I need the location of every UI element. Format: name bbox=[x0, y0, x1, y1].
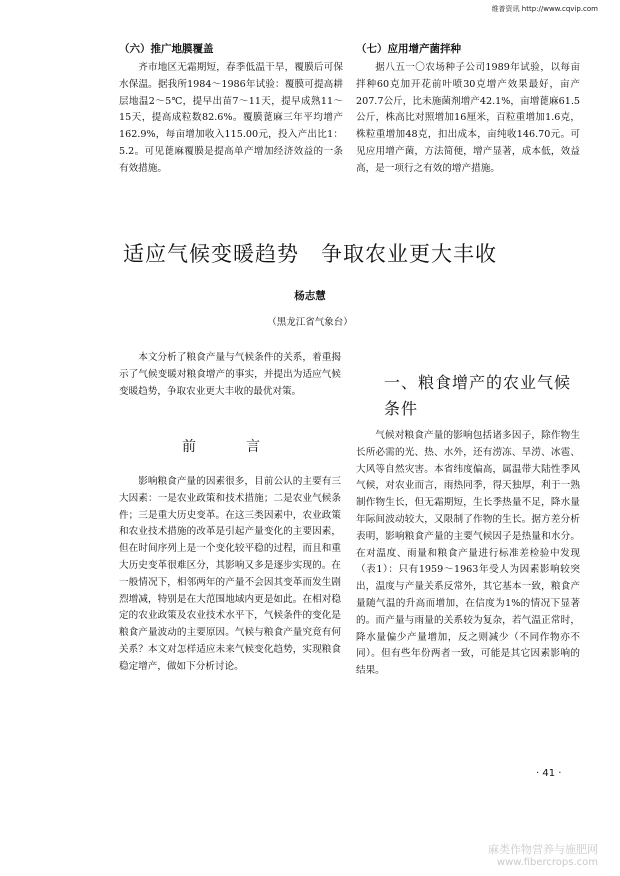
page-number: · 41 · bbox=[536, 768, 562, 779]
watermark-line2: www.fibercrops.com bbox=[496, 857, 598, 868]
top-left-paragraph: 齐市地区无霜期短，春季低温干旱，覆膜后可保水保温。据我所1984～1986年试验：覆膜可提高耕层地温2～5℃，提早出苗7～11天，提早成熟11～15天，提高成粒数82.6%。覆膜蓖麻三年平均增产162.9%，每亩增加收入115.00元，投入产出比1：5.2。可见蓖麻覆膜是提高单产增加经济效益的一条有效措施。 bbox=[119, 62, 343, 174]
preface-body bbox=[119, 474, 341, 676]
top-right-paragraph: 据八五一〇农场种子公司1989年试验，以每亩拌种60克加开花前叶喷30克增产效果最好，亩产207.7公斤，比未施菌剂增产42.1%，亩增蓖麻61.5公斤，株高比对照增加16厘米，百粒重增加1.6克，株粒重增加48克，扣出成本，亩纯收146.70元。可见应用增产菌，方法简便，增产显著，成本低，效益高，是一项行之有效的增产措施。 bbox=[356, 62, 580, 174]
header-site: 维普资讯 http://www.cqvip.com bbox=[491, 5, 598, 13]
abstract-text: 本文分析了粮食产量与气候条件的关系，着重揭示了气候变暖对粮食增产的事实，并提出为适应气候变暖趋势，争取农业更大丰收的最优对策。 bbox=[119, 352, 341, 397]
article-author: 杨志慧 bbox=[294, 290, 326, 302]
top-right-heading: （七）应用增产菌拌种 bbox=[356, 43, 461, 55]
watermark-line1: 麻类作物营养与施肥网 bbox=[488, 843, 598, 856]
preface-heading: 前 言 bbox=[182, 439, 278, 455]
top-left-body bbox=[119, 60, 343, 178]
section1-paragraph: 气候对粮食产量的影响包括诸多因子，除作物生长所必需的光、热、水外，还有涝冻、旱涝、冰雹、大风等自然灾害。本省纬度偏高，属温带大陆性季风气候，对农业而言，雨热同季，得天独厚，利于一熟制作物生长，但无霜期短，生长季热量不足，降水量年际间波动较大，又限制了作物的生长。据方差分析表明，影响粮食产量的主要气候因子是热量和水分。在对温度、雨量和粮食产量进行标准差检验中发现（表1）：只有1959～1963年受人为因素影响较突出，温度与产量关系反常外，其它基本一致，粮食产量随气温的升高而增加，在信度为1%的情况下显著的。而产量与雨量的关系较为复杂，若气温正常时，降水量偏少产量增加，反之则减少（不同作物亦不同）。但有些年份两者一致，可能是其它因素影响的结果。 bbox=[356, 430, 580, 677]
top-right-body bbox=[356, 60, 580, 178]
section1-heading: 一、粮食增产的农业气候条件 bbox=[384, 373, 572, 418]
article-title: 适应气候变暖趋势 争取农业更大丰收 bbox=[123, 242, 497, 266]
watermark bbox=[488, 841, 598, 868]
article-affiliation: （黑龙江省气象台） bbox=[267, 317, 353, 328]
top-left-heading: （六）推广地膜覆盖 bbox=[119, 43, 214, 55]
section1-body bbox=[356, 428, 580, 680]
abstract bbox=[119, 350, 341, 400]
preface-paragraph: 影响粮食产量的因素很多，目前公认的主要有三大因素：一是农业政策和技术措施；二是农业气候条件；三是重大历史变革。在这三类因素中，农业政策和农业技术措施的改革是引起产量变化的主要因素，但在时间序列上是一个变化较平稳的过程，而且和重大历史变革很难区分，其影响又多是逐步实现的。在一般情况下，相邻两年的产量不会因其变革而发生剧烈增减，特别是在大范围地域内更是如此。在相对稳定的农业政策及农业技术水平下，气候条件的变化是粮食产量波动的主要原因。气候与粮食产量究竟有何关系？本文对怎样适应未来气候变化趋势，实现粮食稳定增产，做如下分析讨论。 bbox=[119, 476, 341, 672]
